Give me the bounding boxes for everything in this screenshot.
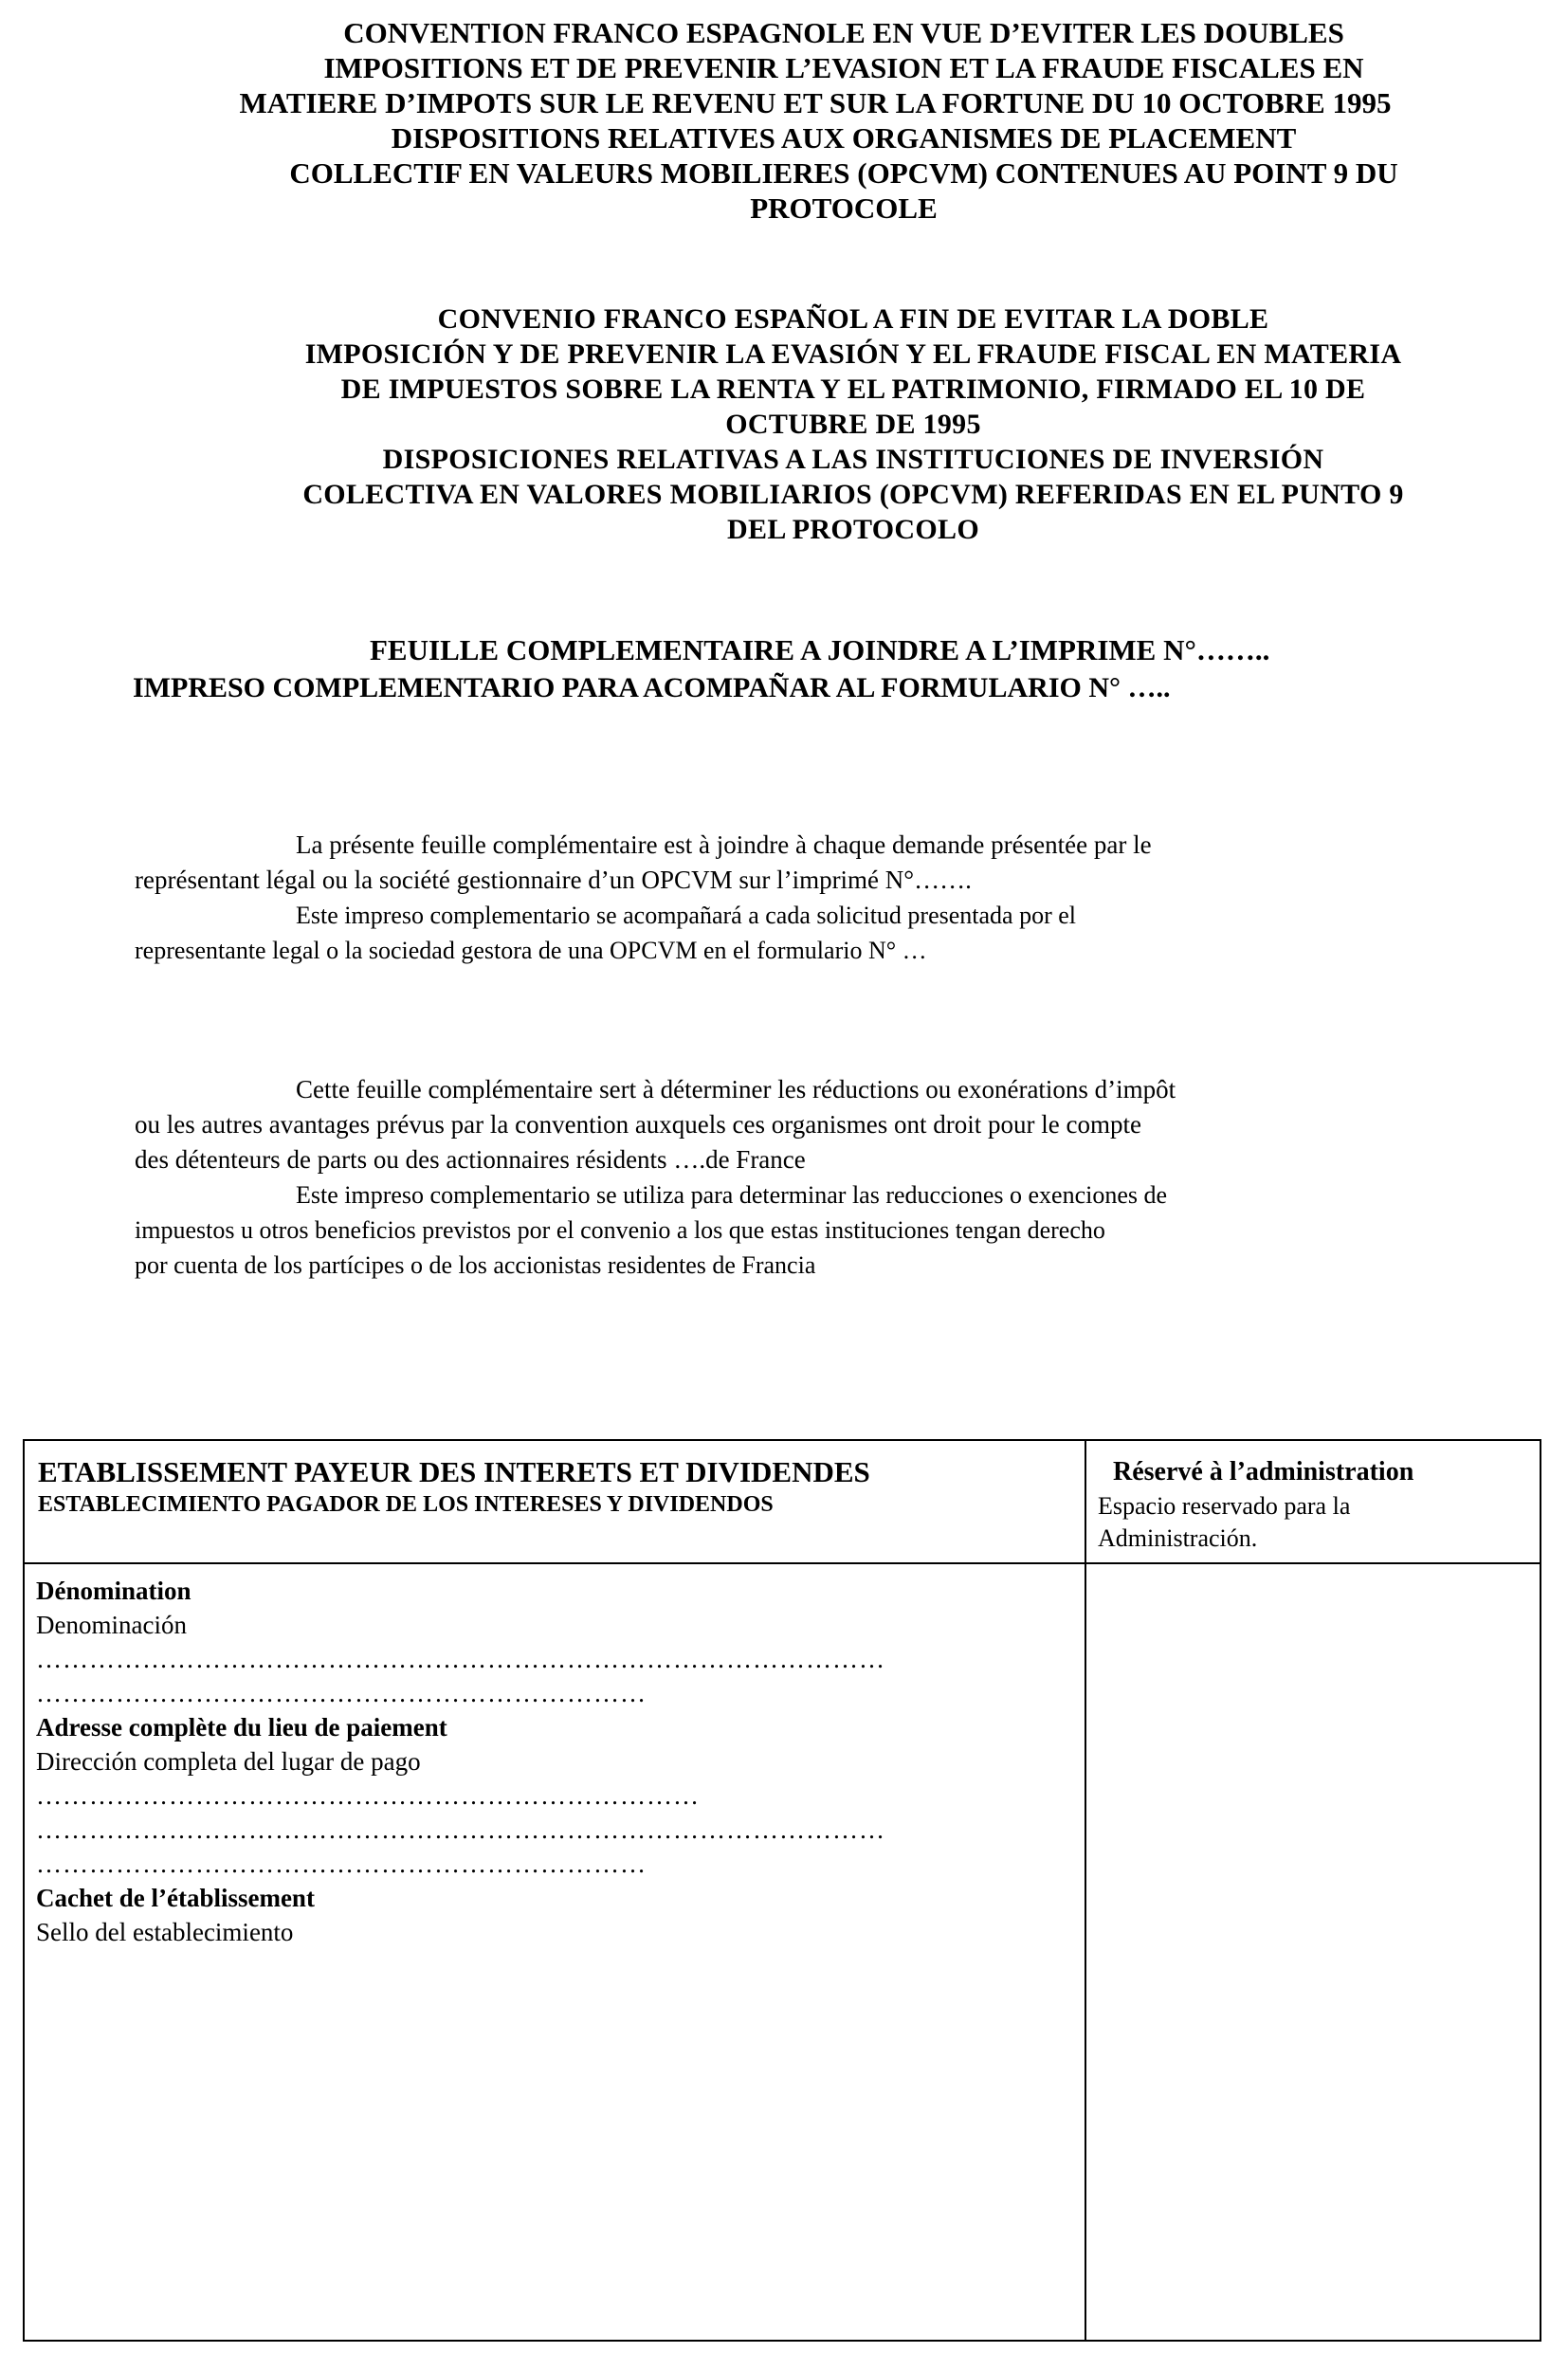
title-line: DISPOSITIONS RELATIVES AUX ORGANISMES DE PLACEMENT (391, 121, 1297, 155)
paragraph-es (135, 1177, 1538, 1283)
title-line: OCTUBRE DE 1995 (725, 409, 981, 440)
denomination-label-fr: Dénomination (36, 1577, 191, 1605)
title-line: MATIERE D’IMPOTS SUR LE REVENU ET SUR LA FORTUNE DU 10 OCTOBRE 1995 (239, 86, 1392, 119)
title-line: COLLECTIF EN VALEURS MOBILIERES (OPCVM) CONTENUES AU POINT 9 DU (289, 156, 1398, 190)
header-divider (25, 1562, 1540, 1564)
text-line: Cette feuille complémentaire sert à déterminer les réductions ou exonérations d’impôt (296, 1075, 1176, 1103)
text-line: Este impreso complementario se acompañará a cada solicitud presentada por el (296, 902, 1076, 929)
stamp-label-fr: Cachet de l’établissement (36, 1884, 315, 1912)
address-label-fr: Adresse complète du lieu de paiement (36, 1713, 447, 1742)
address-field-line[interactable]: ………………………………………………………………… (36, 1781, 700, 1810)
intro-paragraph-1 (135, 828, 1538, 968)
title-line: DE IMPUESTOS SOBRE LA RENTA Y EL PATRIMONIO, FIRMADO EL 10 DE (340, 374, 1366, 405)
text-line: representante legal o la sociedad gestora de una OPCVM en el formulario N° … (135, 937, 927, 964)
denomination-field-line[interactable]: …………………………………………………………… (36, 1679, 647, 1707)
header-es: ESTABLECIMIENTO PAGADOR DE LOS INTERESES Y DIVIDENDOS (38, 1492, 774, 1517)
establishment-fields (36, 1574, 1079, 1949)
sheet-title (133, 631, 1517, 707)
title-line: PROTOCOLE (750, 192, 938, 225)
text-line: représentant légal ou la société gestionnaire d’un OPCVM sur l’imprimé N°……. (135, 866, 972, 894)
title-line: CONVENIO FRANCO ESPAÑOL A FIN DE EVITAR LA DOBLE (437, 303, 1269, 335)
denomination-field-line[interactable]: …………………………………………………………………………………… (36, 1645, 885, 1673)
paying-establishment-table (23, 1439, 1541, 2342)
title-line: CONVENTION FRANCO ESPAGNOLE EN VUE D’EVITER LES DOUBLES (343, 16, 1344, 49)
text-line: ou les autres avantages prévus par la convention auxquels ces organismes ont droit pour le compte (135, 1110, 1141, 1139)
title-line: COLECTIVA EN VALORES MOBILIARIOS (OPCVM) REFERIDAS EN EL PUNTO 9 (302, 479, 1404, 510)
establishment-header (38, 1454, 1081, 1519)
text-line: por cuenta de los partícipes o de los accionistas residentes de Francia (135, 1251, 816, 1279)
text-line: Este impreso complementario se utiliza para determinar las reducciones o exenciones de (296, 1181, 1168, 1209)
header-fr: Réservé à l’administration (1113, 1457, 1414, 1486)
denomination-label-es: Denominación (36, 1611, 187, 1639)
text-line: La présente feuille complémentaire est à joindre à chaque demande présentée par le (296, 830, 1152, 859)
address-field-line[interactable]: …………………………………………………………… (36, 1850, 647, 1878)
column-divider (1085, 1441, 1086, 2340)
administration-header (1098, 1454, 1534, 1555)
intro-paragraph-2 (135, 1072, 1538, 1283)
spanish-title (190, 301, 1517, 547)
text-line: impuestos u otros beneficios previstos por el convenio a los que estas instituciones tengan derecho (135, 1216, 1105, 1244)
address-label-es: Dirección completa del lugar de pago (36, 1747, 421, 1776)
stamp-label-es: Sello del establecimiento (36, 1918, 294, 1946)
title-line: DEL PROTOCOLO (727, 514, 979, 545)
sheet-title-fr: FEUILLE COMPLEMENTAIRE A JOINDRE A L’IMPRIME N°…….. (370, 633, 1270, 666)
sheet-title-es: IMPRESO COMPLEMENTARIO PARA ACOMPAÑAR AL FORMULARIO N° ….. (133, 672, 1171, 703)
address-field-line[interactable]: …………………………………………………………………………………… (36, 1815, 885, 1844)
header-es: Administración. (1098, 1524, 1258, 1552)
french-title (152, 15, 1536, 226)
paragraph-fr (135, 1072, 1538, 1177)
paragraph-es (135, 898, 1538, 968)
title-line: DISPOSICIONES RELATIVAS A LAS INSTITUCIONES DE INVERSIÓN (382, 444, 1324, 475)
paragraph-fr (135, 828, 1538, 898)
header-es: Espacio reservado para la (1098, 1492, 1351, 1520)
title-line: IMPOSITIONS ET DE PREVENIR L’EVASION ET LA FRAUDE FISCALES EN (323, 51, 1364, 84)
text-line: des détenteurs de parts ou des actionnaires résidents ….de France (135, 1145, 806, 1174)
header-fr: ETABLISSEMENT PAYEUR DES INTERETS ET DIVIDENDES (38, 1455, 870, 1488)
title-line: IMPOSICIÓN Y DE PREVENIR LA EVASIÓN Y EL FRAUDE FISCAL EN MATERIA (304, 338, 1402, 370)
